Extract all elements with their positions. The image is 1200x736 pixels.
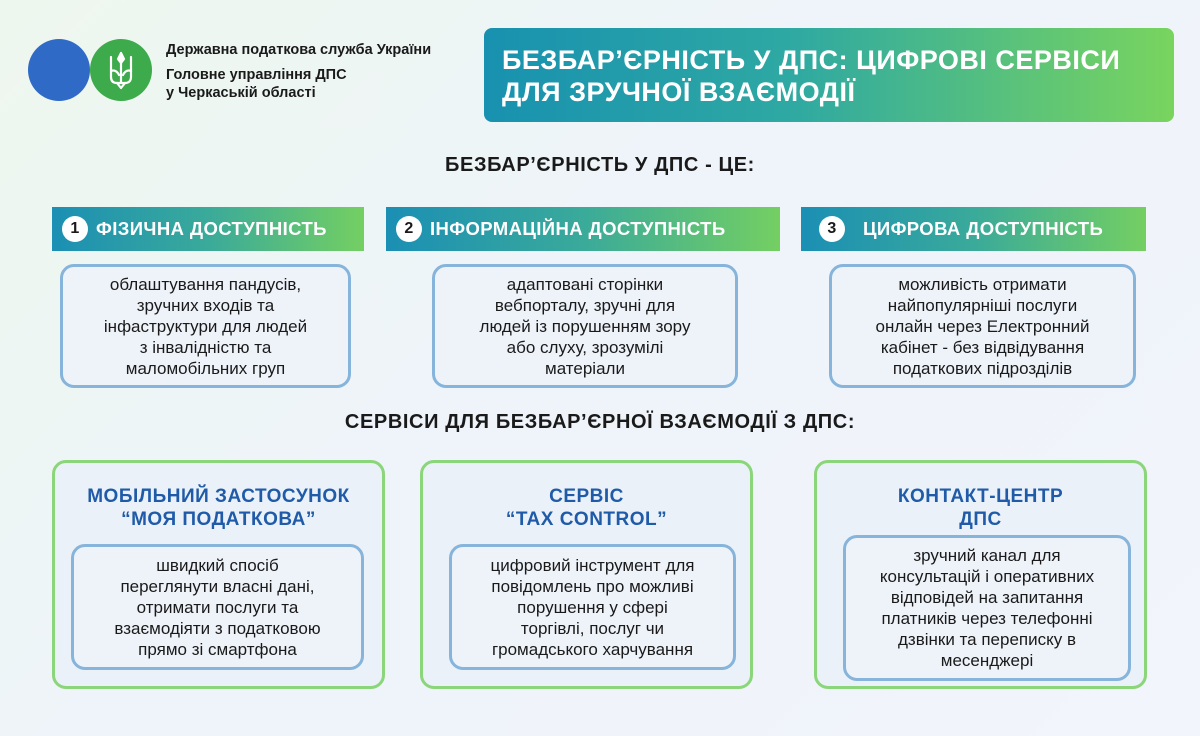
- description-line: швидкий спосіб: [156, 555, 279, 575]
- description-line: або слуху, зрозумілі: [506, 337, 664, 357]
- service-title: [55, 485, 382, 531]
- description-line: торгівлі, послуг чи: [520, 618, 665, 638]
- service-card-tax-control: [420, 460, 753, 689]
- description-line: вебпорталу, зручні для: [494, 295, 676, 315]
- tab-label: ФІЗИЧНА ДОСТУПНІСТЬ: [96, 218, 327, 239]
- description-line: прямо зі смартфона: [138, 639, 297, 659]
- org-line-1: Державна податкова служба України: [166, 42, 432, 58]
- description-line: консультацій і оперативних: [879, 567, 1095, 586]
- number-badge: 3: [819, 216, 845, 242]
- description-line: матеріали: [545, 358, 625, 378]
- service-title: [817, 485, 1144, 531]
- org-line-3: у Черкаській області: [166, 85, 316, 101]
- section-2-title: СЕРВІСИ ДЛЯ БЕЗБАР’ЄРНОЇ ВЗАЄМОДІЇ З ДПС:: [344, 411, 856, 433]
- banner-line-1: БЕЗБАР’ЄРНІСТЬ У ДПС: ЦИФРОВІ СЕРВІСИ: [502, 45, 1121, 75]
- description-line: відповідей на запитання: [890, 588, 1084, 607]
- service-title-line: ДПС: [959, 509, 1002, 530]
- description-box-physical: [60, 264, 351, 388]
- logo-blue-circle: [28, 39, 90, 101]
- description-line: дзвінки та переписку в: [898, 630, 1076, 649]
- description-line: переглянути власні дані,: [120, 576, 315, 596]
- description-line: онлайн через Електронний: [875, 316, 1090, 336]
- number-badge: 2: [396, 216, 422, 242]
- description-line: цифровий інструмент для: [490, 555, 695, 575]
- description-line: порушення у сфері: [517, 597, 668, 617]
- description-line: з інвалідністю та: [139, 337, 272, 357]
- description-line: взаємодіяти з податковою: [114, 618, 321, 638]
- description-line: отримати послуги та: [136, 597, 299, 617]
- description-box-information: [432, 264, 738, 388]
- trident-icon: [90, 39, 152, 101]
- description-line: можливість отримати: [898, 274, 1067, 294]
- service-title-line: КОНТАКТ-ЦЕНТР: [897, 486, 1064, 507]
- service-description-box: [843, 535, 1131, 681]
- description-line: платників через телефонні: [881, 609, 1093, 628]
- service-title-line: МОБІЛЬНИЙ ЗАСТОСУНОК: [87, 486, 350, 507]
- accessibility-tab-physical: [52, 207, 364, 251]
- logo-green-circle: [90, 39, 152, 101]
- description-line: громадського харчування: [491, 639, 694, 659]
- service-description-box: [71, 544, 364, 670]
- description-line: найпопулярніші послуги: [887, 295, 1078, 315]
- description-line: кабінет - без відвідування: [880, 337, 1085, 357]
- description-line: зручних входів та: [136, 295, 275, 315]
- section-1-title: БЕЗБАР’ЄРНІСТЬ У ДПС - ЦЕ:: [445, 154, 755, 176]
- organization-name: [166, 41, 431, 102]
- service-title: [423, 485, 750, 531]
- description-line: зручний канал для: [913, 546, 1061, 565]
- org-line-2: Головне управління ДПС: [166, 67, 347, 83]
- description-line: адаптовані сторінки: [506, 274, 664, 294]
- service-description-box: [449, 544, 736, 670]
- service-card-mobile-app: [52, 460, 385, 689]
- description-line: облаштування пандусів,: [109, 274, 302, 294]
- accessibility-tab-digital: [801, 207, 1146, 251]
- service-card-contact-center: [814, 460, 1147, 689]
- service-title-line: “TAX CONTROL”: [505, 509, 668, 530]
- banner-line-2: ДЛЯ ЗРУЧНОЇ ВЗАЄМОДІЇ: [502, 77, 856, 107]
- title-banner: [484, 28, 1174, 122]
- number-badge: 1: [62, 216, 88, 242]
- description-box-digital: [829, 264, 1136, 388]
- accessibility-tab-information: [386, 207, 780, 251]
- service-title-line: “МОЯ ПОДАТКОВА”: [121, 509, 316, 530]
- description-line: податкових підрозділів: [892, 358, 1073, 378]
- description-line: месенджері: [940, 651, 1034, 670]
- description-line: людей із порушенням зору: [479, 316, 691, 336]
- description-line: маломобільних груп: [125, 358, 286, 378]
- description-line: повідомлень про можливі: [491, 576, 694, 596]
- tab-label: ІНФОРМАЦІЙНА ДОСТУПНІСТЬ: [430, 218, 726, 239]
- tab-label: ЦИФРОВА ДОСТУПНІСТЬ: [863, 218, 1104, 239]
- service-title-line: СЕРВІС: [549, 486, 624, 507]
- description-line: інфаструктури для людей: [103, 316, 308, 336]
